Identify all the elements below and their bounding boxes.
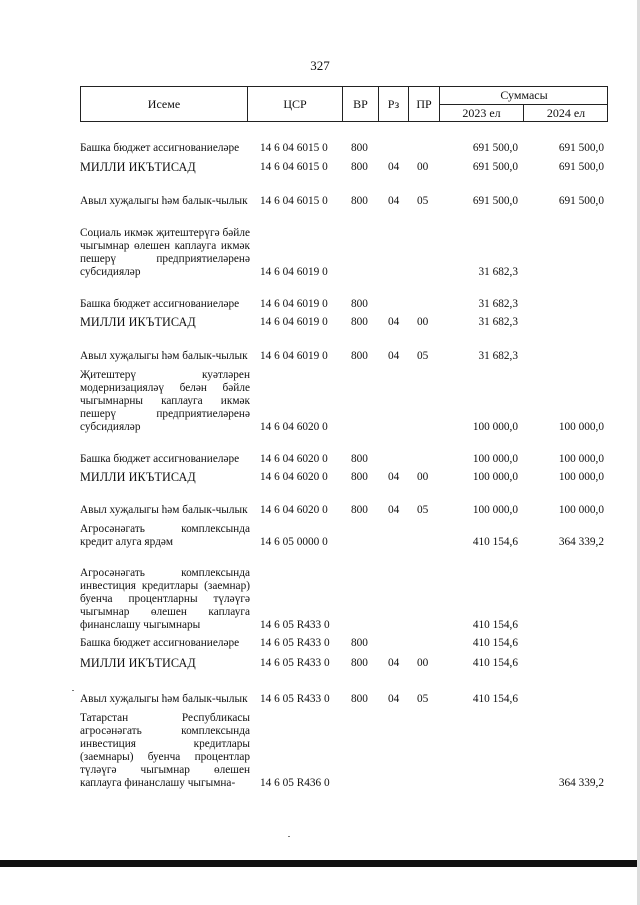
row-vr: 800 [351, 195, 368, 207]
row-s2: 100 000,0 [558, 421, 604, 433]
table-row [80, 208, 620, 279]
row-s1: 31 682,3 [478, 350, 518, 362]
row-rz: 04 [388, 657, 400, 669]
row-name: МИЛЛИ ИКЪТИСАД [80, 656, 196, 670]
row-vr: 800 [351, 637, 368, 649]
table-row [80, 466, 620, 484]
row-rz: 04 [388, 161, 400, 173]
row-s1: 100 000,0 [472, 504, 518, 516]
row-name: Авыл хуҗалыгы һәм балык-чылык [80, 195, 248, 207]
row-s1: 410 154,6 [472, 693, 518, 705]
row-pr: 05 [417, 195, 429, 207]
row-name: Агросәнәгать комплексында кредит алуга ярдәм [80, 523, 250, 548]
row-s1: 100 000,0 [472, 471, 518, 483]
row-rz: 04 [388, 350, 400, 362]
row-code: 14 6 05 R433 0 [260, 619, 330, 631]
table-row [80, 279, 620, 311]
table-row [80, 155, 620, 174]
scan-speck [288, 836, 290, 837]
row-code: 14 6 04 6020 0 [260, 453, 328, 465]
row-s1: 100 000,0 [472, 421, 518, 433]
row-name: Башка бюджет ассигнованиеләре [80, 637, 240, 649]
row-name: Җитештерү куәтләрен модернизацияләү белән бәйле чыгымнарны каплауга икмәк пешерү предприятиеләренә субсидияләр [80, 369, 250, 433]
table-row [80, 517, 620, 549]
header-vr: ВР [343, 87, 379, 121]
row-rz: 04 [388, 471, 400, 483]
row-vr: 800 [351, 350, 368, 362]
row-s1: 31 682,3 [478, 266, 518, 278]
row-vr: 800 [351, 693, 368, 705]
row-code: 14 6 04 6019 0 [260, 266, 328, 278]
row-s1: 410 154,6 [472, 637, 518, 649]
row-s2: 100 000,0 [558, 471, 604, 483]
row-code: 14 6 04 6019 0 [260, 316, 328, 328]
scan-speck [72, 690, 74, 691]
row-code: 14 6 04 6020 0 [260, 504, 328, 516]
row-code: 14 6 04 6020 0 [260, 471, 328, 483]
row-vr: 800 [351, 471, 368, 483]
header-name: Исеме [81, 87, 248, 121]
row-code: 14 6 05 R433 0 [260, 637, 330, 649]
table-row [80, 484, 620, 517]
row-code: 14 6 04 6015 0 [260, 142, 328, 154]
row-name: МИЛЛИ ИКЪТИСАД [80, 160, 196, 174]
row-name: Авыл хуҗалыгы һәм балык-чылык [80, 693, 248, 705]
row-name: Башка бюджет ассигнованиеләре [80, 298, 240, 310]
row-rz: 04 [388, 693, 400, 705]
header-rz: Рз [379, 87, 409, 121]
row-name: Социаль икмәк җитештерүгә бәйле чыгымнар өлешен каплауга икмәк пешерү предприятиеләренә субсидияләр [80, 227, 250, 278]
table-row [80, 549, 620, 632]
row-s2: 364 339,2 [558, 777, 604, 789]
row-s1: 410 154,6 [472, 619, 518, 631]
header-csr: ЦСР [248, 87, 343, 121]
row-name: Авыл хуҗалыгы һәм балык-чылык [80, 350, 248, 362]
row-rz: 04 [388, 316, 400, 328]
row-pr: 05 [417, 504, 429, 516]
row-vr: 800 [351, 298, 368, 310]
row-code: 14 6 04 6015 0 [260, 195, 328, 207]
table-row [80, 311, 620, 329]
row-s1: 410 154,6 [472, 536, 518, 548]
table-row [80, 122, 620, 155]
header-year-2024: 2024 ел [546, 105, 586, 120]
row-name: Татарстан Республикасы агросәнәгать комплексында инвестиция кредитлары (заемнары) буенча процентлар түләүгә чыгымнар өлешен каплауга финанслашу чыгымна- [80, 712, 250, 789]
row-code: 14 6 05 R436 0 [260, 777, 330, 789]
row-pr: 05 [417, 693, 429, 705]
row-code: 14 6 05 R433 0 [260, 657, 330, 669]
row-s1: 31 682,3 [478, 298, 518, 310]
table-row [80, 434, 620, 466]
row-rz: 04 [388, 504, 400, 516]
header-year-2023: 2023 ел [440, 105, 524, 121]
table-row [80, 632, 620, 650]
table-row [80, 650, 620, 670]
table-header [80, 86, 608, 122]
row-code: 14 6 05 R433 0 [260, 693, 330, 705]
row-s1: 410 154,6 [472, 657, 518, 669]
row-vr: 800 [351, 161, 368, 173]
row-code: 14 6 04 6019 0 [260, 350, 328, 362]
row-vr: 800 [351, 316, 368, 328]
header-sums [440, 87, 608, 121]
row-vr: 800 [351, 142, 368, 154]
table-row [80, 174, 620, 208]
row-name: Башка бюджет ассигнованиеләре [80, 142, 240, 154]
row-s1: 691 500,0 [472, 195, 518, 207]
row-s2: 691 500,0 [558, 161, 604, 173]
row-s2: 100 000,0 [558, 504, 604, 516]
scan-bottom-edge [0, 860, 640, 867]
row-s1: 691 500,0 [472, 142, 518, 154]
row-name: Башка бюджет ассигнованиеләре [80, 453, 240, 465]
table-row [80, 706, 620, 790]
page-number: 327 [310, 58, 330, 73]
row-pr: 00 [417, 471, 429, 483]
row-pr: 00 [417, 316, 429, 328]
row-s1: 100 000,0 [472, 453, 518, 465]
row-code: 14 6 05 0000 0 [260, 536, 328, 548]
row-name: Авыл хуҗалыгы һәм балык-чылык [80, 504, 248, 516]
row-s2: 691 500,0 [558, 142, 604, 154]
row-s1: 31 682,3 [478, 316, 518, 328]
row-s2: 100 000,0 [558, 453, 604, 465]
row-name: МИЛЛИ ИКЪТИСАД [80, 315, 196, 329]
row-code: 14 6 04 6020 0 [260, 421, 328, 433]
header-sums-title: Суммасы [440, 87, 608, 105]
row-s1: 691 500,0 [472, 161, 518, 173]
header-pr: ПР [409, 87, 440, 121]
row-rz: 04 [388, 195, 400, 207]
table-row [80, 329, 620, 363]
row-s2: 691 500,0 [558, 195, 604, 207]
row-code: 14 6 04 6019 0 [260, 298, 328, 310]
row-code: 14 6 04 6015 0 [260, 161, 328, 173]
row-name: Агросәнәгать комплексында инвестиция кредитлары (заемнар) буенча процентларны түләүгә чыгымнар өлешен каплауга финанслашу чыгымнары [80, 567, 250, 631]
row-vr: 800 [351, 657, 368, 669]
row-s2: 364 339,2 [558, 536, 604, 548]
row-vr: 800 [351, 453, 368, 465]
row-pr: 05 [417, 350, 429, 362]
row-vr: 800 [351, 504, 368, 516]
row-pr: 00 [417, 657, 429, 669]
table-row [80, 363, 620, 434]
table-row [80, 670, 620, 706]
row-name: МИЛЛИ ИКЪТИСАД [80, 470, 196, 484]
row-pr: 00 [417, 161, 429, 173]
